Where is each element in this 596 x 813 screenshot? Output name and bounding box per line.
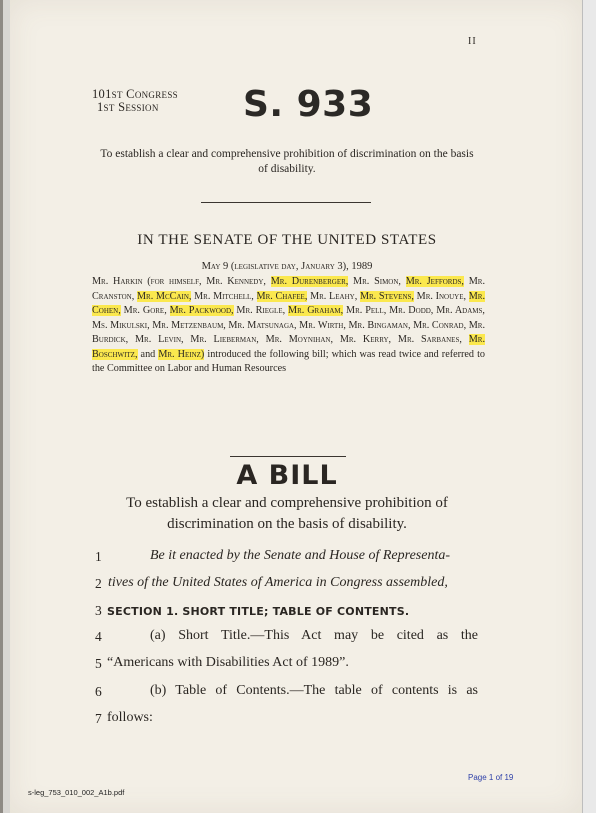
highlighted-sponsor: Mr. McCain, bbox=[136, 290, 192, 302]
highlighted-sponsor: Mr. Chafee, bbox=[256, 290, 308, 302]
senate-heading: IN THE SENATE OF THE UNITED STATES bbox=[137, 232, 437, 248]
bill-long-title bbox=[100, 493, 474, 534]
viewer-scrollbar[interactable] bbox=[582, 0, 596, 813]
sponsor-text: Mr. Simon, bbox=[348, 276, 406, 287]
divider bbox=[201, 202, 371, 203]
sponsor-text: Mr. Inouye, bbox=[413, 290, 469, 302]
bill-text-line: “Americans with Disabilities Act of 1989”. bbox=[107, 655, 349, 670]
bill-text-line: follows: bbox=[107, 710, 153, 725]
highlighted-sponsor: Mr. Stevens, bbox=[359, 290, 414, 302]
line-number: 3 bbox=[95, 603, 102, 618]
sponsor-text: Mr. Mitchell, bbox=[191, 290, 257, 302]
highlighted-sponsor: Mr. Jeffords, bbox=[405, 276, 464, 287]
highlighted-sponsor: Mr. Graham, bbox=[288, 305, 344, 316]
line-number: 7 bbox=[95, 711, 102, 726]
line-number: 5 bbox=[95, 656, 102, 671]
bill-text-line: (a) Short Title.—This Act may be cited as the bbox=[150, 628, 478, 643]
bill-text-line: (b) Table of Contents.—The table of contents is as bbox=[150, 683, 478, 698]
bill-text-line: Be it enacted by the Senate and House of Representa- bbox=[150, 548, 450, 563]
line-number: 6 bbox=[95, 684, 102, 699]
line-number: 4 bbox=[95, 629, 102, 644]
bill-text-line: tives of the United States of America in Congress assembled, bbox=[108, 575, 448, 590]
bill-long-title-line: discrimination on the basis of disability. bbox=[167, 515, 407, 532]
page-indicator: Page 1 of 19 bbox=[468, 773, 514, 782]
introduction-date: May 9 (legislative day, January 3), 1989 bbox=[201, 261, 373, 272]
sponsor-text: Mr. Cranston, bbox=[92, 276, 485, 302]
sponsor-text: Mr. Pell, Mr. Dodd, Mr. Adams, Ms. Mikulski, Mr. Metzenbaum, Mr. Matsunaga, Mr. Wirth, Mr. Bingaman, Mr. Conrad, Mr. Burdick, Mr. Levin, Mr. Lieberman, Mr. Moynihan, Mr. Kerry, Mr. Sarbanes, bbox=[92, 305, 485, 345]
section-heading: SECTION 1. SHORT TITLE; TABLE OF CONTENTS. bbox=[107, 605, 410, 618]
a-bill-heading: A BILL bbox=[236, 460, 338, 491]
congress-label: 101st Congress bbox=[92, 87, 178, 101]
session-label: 1st Session bbox=[97, 100, 159, 114]
bill-purpose-summary: To establish a clear and comprehensive prohibition of discrimination on the basis of disability. bbox=[100, 148, 474, 175]
file-name-footer: s-leg_753_010_002_A1b.pdf bbox=[28, 788, 125, 797]
sponsors-paragraph bbox=[92, 275, 485, 377]
sponsor-text: and bbox=[137, 348, 159, 360]
sponsor-text: Mr. Harkin (for himself, Mr. Kennedy, bbox=[92, 276, 271, 287]
sponsor-text: Mr. Gore, bbox=[120, 305, 170, 316]
sponsor-text: Mr. Leahy, bbox=[307, 290, 360, 302]
sponsor-text: introduced the following bill; which was read twice and referred to the Committee on Labor and Human Resources bbox=[92, 348, 485, 374]
highlighted-sponsor: Mr. Boschwitz, bbox=[92, 334, 485, 360]
sponsor-text: Mr. Riegle, bbox=[233, 305, 289, 316]
congress-session bbox=[92, 88, 178, 114]
bill-number: S. 933 bbox=[243, 84, 374, 125]
line-number: 1 bbox=[95, 549, 102, 564]
bill-long-title-line: To establish a clear and comprehensive prohibition of bbox=[126, 495, 448, 511]
highlighted-sponsor: Mr. Packwood, bbox=[169, 305, 234, 316]
page-mark: II bbox=[468, 36, 477, 47]
divider bbox=[230, 456, 346, 457]
highlighted-sponsor: Mr. Heinz) bbox=[158, 348, 205, 360]
highlighted-sponsor: Mr. Durenberger, bbox=[270, 276, 349, 287]
highlighted-sponsor: Mr. Cohen, bbox=[92, 290, 485, 316]
line-number: 2 bbox=[95, 576, 102, 591]
scan-left-edge bbox=[0, 0, 3, 813]
